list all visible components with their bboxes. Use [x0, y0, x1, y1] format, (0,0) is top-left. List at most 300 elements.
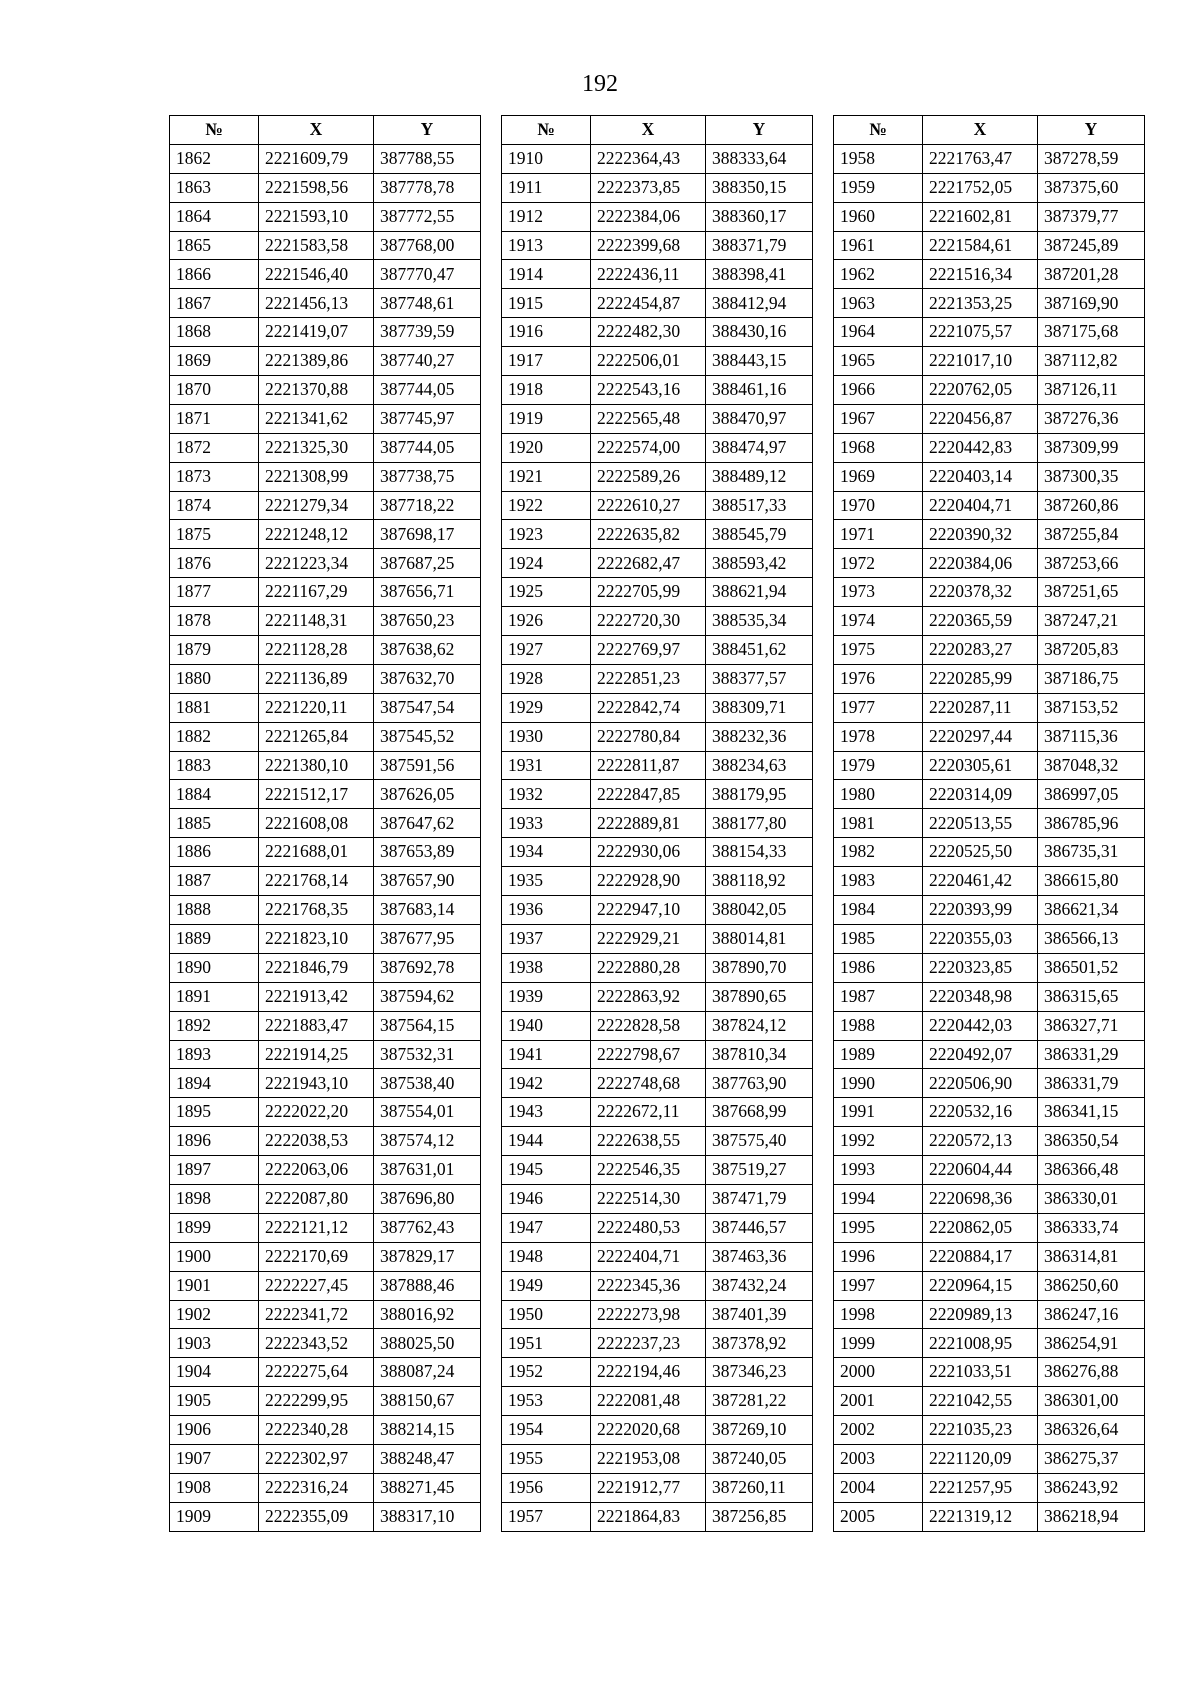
- cell-y: 387762,43: [374, 1213, 481, 1242]
- cell-y: 386254,91: [1038, 1329, 1145, 1358]
- cell-x: 2221752,05: [923, 173, 1038, 202]
- header-row: [170, 116, 481, 145]
- cell-x: 2222720,30: [591, 607, 706, 636]
- cell-y: 387276,36: [1038, 404, 1145, 433]
- cell-y: 387205,83: [1038, 636, 1145, 665]
- table-row: [502, 1358, 813, 1387]
- header-x: X: [591, 116, 706, 145]
- cell-y: 388333,64: [706, 144, 813, 173]
- cell-y: 387375,60: [1038, 173, 1145, 202]
- table-row: [834, 1271, 1145, 1300]
- cell-y: 387698,17: [374, 520, 481, 549]
- cell-number: 1972: [834, 549, 923, 578]
- cell-x: 2222851,23: [591, 664, 706, 693]
- table-row: [834, 924, 1145, 953]
- cell-x: 2222480,53: [591, 1213, 706, 1242]
- table-row: [834, 202, 1145, 231]
- table-row: [502, 462, 813, 491]
- cell-number: 1971: [834, 520, 923, 549]
- cell-y: 386333,74: [1038, 1213, 1145, 1242]
- cell-x: 2221602,81: [923, 202, 1038, 231]
- cell-number: 1975: [834, 636, 923, 665]
- cell-y: 386501,52: [1038, 953, 1145, 982]
- cell-x: 2222299,95: [259, 1387, 374, 1416]
- cell-number: 1952: [502, 1358, 591, 1387]
- cell-number: 1905: [170, 1387, 259, 1416]
- cell-y: 387692,78: [374, 953, 481, 982]
- cell-number: 1984: [834, 896, 923, 925]
- cell-y: 388014,81: [706, 924, 813, 953]
- cell-y: 387401,39: [706, 1300, 813, 1329]
- cell-number: 1900: [170, 1242, 259, 1271]
- table-row: [834, 1213, 1145, 1242]
- cell-number: 1991: [834, 1098, 923, 1127]
- cell-x: 2220532,16: [923, 1098, 1038, 1127]
- cell-y: 387829,17: [374, 1242, 481, 1271]
- cell-number: 1862: [170, 144, 259, 173]
- cell-number: 1970: [834, 491, 923, 520]
- cell-y: 387890,70: [706, 953, 813, 982]
- table-row: [834, 867, 1145, 896]
- cell-y: 387346,23: [706, 1358, 813, 1387]
- cell-y: 387738,75: [374, 462, 481, 491]
- cell-x: 2221768,35: [259, 896, 374, 925]
- cell-number: 1867: [170, 289, 259, 318]
- cell-x: 2220285,99: [923, 664, 1038, 693]
- cell-x: 2221512,17: [259, 780, 374, 809]
- cell-x: 2222672,11: [591, 1098, 706, 1127]
- table-row: [502, 664, 813, 693]
- table-row: [170, 636, 481, 665]
- table-row: [170, 376, 481, 405]
- cell-x: 2221341,62: [259, 404, 374, 433]
- cell-number: 1983: [834, 867, 923, 896]
- table-row: [834, 1300, 1145, 1329]
- cell-number: 1996: [834, 1242, 923, 1271]
- cell-y: 388309,71: [706, 693, 813, 722]
- cell-number: 1891: [170, 982, 259, 1011]
- coordinate-table: [169, 115, 481, 1532]
- cell-y: 387657,90: [374, 867, 481, 896]
- cell-x: 2221763,47: [923, 144, 1038, 173]
- cell-x: 2222847,85: [591, 780, 706, 809]
- cell-y: 388461,16: [706, 376, 813, 405]
- cell-number: 1907: [170, 1444, 259, 1473]
- cell-number: 1911: [502, 173, 591, 202]
- cell-x: 2222404,71: [591, 1242, 706, 1271]
- cell-number: 1933: [502, 809, 591, 838]
- cell-y: 387256,85: [706, 1502, 813, 1531]
- cell-x: 2222705,99: [591, 578, 706, 607]
- table-row: [834, 1011, 1145, 1040]
- table-row: [502, 202, 813, 231]
- table-row: [834, 751, 1145, 780]
- cell-number: 1960: [834, 202, 923, 231]
- cell-y: 387255,84: [1038, 520, 1145, 549]
- cell-y: 387300,35: [1038, 462, 1145, 491]
- cell-x: 2222273,98: [591, 1300, 706, 1329]
- cell-y: 388489,12: [706, 462, 813, 491]
- cell-x: 2222880,28: [591, 953, 706, 982]
- cell-number: 1932: [502, 780, 591, 809]
- cell-number: 1937: [502, 924, 591, 953]
- cell-y: 387247,21: [1038, 607, 1145, 636]
- cell-number: 1967: [834, 404, 923, 433]
- table-row: [170, 1242, 481, 1271]
- table-row: [834, 1040, 1145, 1069]
- cell-y: 386276,88: [1038, 1358, 1145, 1387]
- cell-x: 2220305,61: [923, 751, 1038, 780]
- cell-number: 1929: [502, 693, 591, 722]
- cell-x: 2220393,99: [923, 896, 1038, 925]
- table-row: [502, 404, 813, 433]
- cell-x: 2221593,10: [259, 202, 374, 231]
- cell-y: 388232,36: [706, 722, 813, 751]
- cell-x: 2221768,14: [259, 867, 374, 896]
- cell-y: 387378,92: [706, 1329, 813, 1358]
- table-row: [170, 289, 481, 318]
- cell-x: 2220456,87: [923, 404, 1038, 433]
- cell-x: 2222635,82: [591, 520, 706, 549]
- cell-number: 1930: [502, 722, 591, 751]
- cell-number: 1890: [170, 953, 259, 982]
- table-row: [170, 520, 481, 549]
- cell-x: 2222341,72: [259, 1300, 374, 1329]
- table-row: [170, 144, 481, 173]
- cell-number: 1892: [170, 1011, 259, 1040]
- table-row: [834, 318, 1145, 347]
- table-row: [834, 1127, 1145, 1156]
- cell-y: 387632,70: [374, 664, 481, 693]
- table-row: [170, 693, 481, 722]
- cell-y: 386331,29: [1038, 1040, 1145, 1069]
- coordinate-table: [833, 115, 1145, 1532]
- cell-number: 1910: [502, 144, 591, 173]
- cell-x: 2221456,13: [259, 289, 374, 318]
- table-row: [834, 1444, 1145, 1473]
- cell-x: 2222373,85: [591, 173, 706, 202]
- cell-x: 2220348,98: [923, 982, 1038, 1011]
- cell-y: 387718,22: [374, 491, 481, 520]
- cell-y: 387683,14: [374, 896, 481, 925]
- cell-x: 2220323,85: [923, 953, 1038, 982]
- cell-x: 2220513,55: [923, 809, 1038, 838]
- cell-y: 387186,75: [1038, 664, 1145, 693]
- table-row: [502, 289, 813, 318]
- table-row: [502, 1127, 813, 1156]
- cell-y: 388317,10: [374, 1502, 481, 1531]
- table-row: [502, 347, 813, 376]
- table-row: [170, 751, 481, 780]
- cell-y: 388150,67: [374, 1387, 481, 1416]
- cell-number: 1950: [502, 1300, 591, 1329]
- table-row: [834, 1358, 1145, 1387]
- table-row: [502, 1444, 813, 1473]
- cell-number: 1961: [834, 231, 923, 260]
- cell-x: 2222574,00: [591, 433, 706, 462]
- cell-y: 388430,16: [706, 318, 813, 347]
- table-row: [170, 202, 481, 231]
- cell-y: 386243,92: [1038, 1473, 1145, 1502]
- table-row: [502, 924, 813, 953]
- cell-number: 1893: [170, 1040, 259, 1069]
- table-row: [502, 318, 813, 347]
- cell-x: 2222638,55: [591, 1127, 706, 1156]
- cell-number: 1885: [170, 809, 259, 838]
- cell-x: 2220604,44: [923, 1156, 1038, 1185]
- cell-y: 387668,99: [706, 1098, 813, 1127]
- table-row: [170, 173, 481, 202]
- table-row: [502, 1011, 813, 1040]
- cell-x: 2220297,44: [923, 722, 1038, 751]
- cell-y: 386326,64: [1038, 1416, 1145, 1445]
- cell-y: 386275,37: [1038, 1444, 1145, 1473]
- table-row: [170, 1127, 481, 1156]
- cell-x: 2221257,95: [923, 1473, 1038, 1502]
- cell-y: 388350,15: [706, 173, 813, 202]
- cell-x: 2222022,20: [259, 1098, 374, 1127]
- cell-y: 388377,57: [706, 664, 813, 693]
- cell-y: 386997,05: [1038, 780, 1145, 809]
- cell-x: 2221128,28: [259, 636, 374, 665]
- table-row: [834, 664, 1145, 693]
- cell-number: 1897: [170, 1156, 259, 1185]
- cell-x: 2221598,56: [259, 173, 374, 202]
- table-row: [170, 260, 481, 289]
- cell-y: 386621,34: [1038, 896, 1145, 925]
- table-row: [502, 1184, 813, 1213]
- cell-x: 2222020,68: [591, 1416, 706, 1445]
- cell-number: 1963: [834, 289, 923, 318]
- cell-x: 2222780,84: [591, 722, 706, 751]
- cell-number: 1927: [502, 636, 591, 665]
- cell-number: 1941: [502, 1040, 591, 1069]
- cell-y: 387281,22: [706, 1387, 813, 1416]
- table-row: [170, 1213, 481, 1242]
- cell-x: 2221609,79: [259, 144, 374, 173]
- cell-y: 388025,50: [374, 1329, 481, 1358]
- cell-y: 387763,90: [706, 1069, 813, 1098]
- table-row: [170, 1387, 481, 1416]
- cell-number: 1870: [170, 376, 259, 405]
- cell-y: 387696,80: [374, 1184, 481, 1213]
- cell-x: 2221319,12: [923, 1502, 1038, 1531]
- cell-number: 1969: [834, 462, 923, 491]
- cell-y: 387574,12: [374, 1127, 481, 1156]
- cell-y: 387175,68: [1038, 318, 1145, 347]
- cell-number: 1986: [834, 953, 923, 982]
- cell-number: 1887: [170, 867, 259, 896]
- cell-y: 387240,05: [706, 1444, 813, 1473]
- table-row: [834, 1242, 1145, 1271]
- cell-y: 387048,32: [1038, 751, 1145, 780]
- cell-x: 2221120,09: [923, 1444, 1038, 1473]
- cell-number: 1974: [834, 607, 923, 636]
- cell-y: 387519,27: [706, 1156, 813, 1185]
- table-row: [502, 260, 813, 289]
- cell-y: 386341,15: [1038, 1098, 1145, 1127]
- cell-x: 2220378,32: [923, 578, 1038, 607]
- cell-number: 1962: [834, 260, 923, 289]
- table-row: [502, 231, 813, 260]
- table-row: [834, 953, 1145, 982]
- cell-y: 387201,28: [1038, 260, 1145, 289]
- cell-x: 2222482,30: [591, 318, 706, 347]
- cell-y: 388154,33: [706, 838, 813, 867]
- cell-y: 387545,52: [374, 722, 481, 751]
- cell-x: 2222610,27: [591, 491, 706, 520]
- table-row: [170, 491, 481, 520]
- cell-y: 387432,24: [706, 1271, 813, 1300]
- cell-number: 1977: [834, 693, 923, 722]
- table-row: [834, 1069, 1145, 1098]
- cell-x: 2222399,68: [591, 231, 706, 260]
- table-row: [170, 896, 481, 925]
- table-row: [170, 982, 481, 1011]
- cell-x: 2220461,42: [923, 867, 1038, 896]
- table-row: [170, 780, 481, 809]
- table-row: [170, 1444, 481, 1473]
- table-row: [502, 1473, 813, 1502]
- cell-y: 387278,59: [1038, 144, 1145, 173]
- table-row: [170, 1358, 481, 1387]
- table-row: [834, 693, 1145, 722]
- cell-x: 2222436,11: [591, 260, 706, 289]
- header-number: №: [834, 116, 923, 145]
- cell-number: 1980: [834, 780, 923, 809]
- cell-x: 2221370,88: [259, 376, 374, 405]
- table-row: [170, 1011, 481, 1040]
- header-row: [834, 116, 1145, 145]
- cell-x: 2221265,84: [259, 722, 374, 751]
- cell-number: 1943: [502, 1098, 591, 1127]
- cell-number: 1999: [834, 1329, 923, 1358]
- cell-y: 386615,80: [1038, 867, 1145, 896]
- table-row: [502, 1156, 813, 1185]
- cell-number: 1955: [502, 1444, 591, 1473]
- cell-y: 388087,24: [374, 1358, 481, 1387]
- header-y: Y: [706, 116, 813, 145]
- cell-y: 387653,89: [374, 838, 481, 867]
- cell-x: 2221033,51: [923, 1358, 1038, 1387]
- table-row: [834, 289, 1145, 318]
- cell-number: 1922: [502, 491, 591, 520]
- cell-number: 1875: [170, 520, 259, 549]
- cell-y: 387463,36: [706, 1242, 813, 1271]
- table-row: [170, 1271, 481, 1300]
- cell-x: 2222384,06: [591, 202, 706, 231]
- cell-number: 1985: [834, 924, 923, 953]
- cell-y: 387687,25: [374, 549, 481, 578]
- cell-y: 387656,71: [374, 578, 481, 607]
- cell-number: 1956: [502, 1473, 591, 1502]
- table-row: [170, 1098, 481, 1127]
- table-row: [502, 780, 813, 809]
- table-row: [170, 1040, 481, 1069]
- cell-number: 1998: [834, 1300, 923, 1329]
- cell-number: 1913: [502, 231, 591, 260]
- cell-number: 1869: [170, 347, 259, 376]
- cell-number: 1896: [170, 1127, 259, 1156]
- cell-number: 1909: [170, 1502, 259, 1531]
- table-row: [834, 144, 1145, 173]
- cell-number: 1987: [834, 982, 923, 1011]
- cell-x: 2221167,29: [259, 578, 374, 607]
- table-row: [502, 809, 813, 838]
- cell-number: 1874: [170, 491, 259, 520]
- table-row: [502, 838, 813, 867]
- cell-y: 388248,47: [374, 1444, 481, 1473]
- cell-y: 388016,92: [374, 1300, 481, 1329]
- cell-number: 1954: [502, 1416, 591, 1445]
- cell-number: 1939: [502, 982, 591, 1011]
- cell-number: 1878: [170, 607, 259, 636]
- cell-number: 1965: [834, 347, 923, 376]
- table-row: [834, 1502, 1145, 1531]
- cell-y: 387471,79: [706, 1184, 813, 1213]
- cell-number: 1948: [502, 1242, 591, 1271]
- cell-y: 387575,40: [706, 1127, 813, 1156]
- cell-number: 1989: [834, 1040, 923, 1069]
- cell-number: 2004: [834, 1473, 923, 1502]
- cell-x: 2220572,13: [923, 1127, 1038, 1156]
- cell-x: 2221516,34: [923, 260, 1038, 289]
- table-row: [834, 1184, 1145, 1213]
- table-row: [502, 144, 813, 173]
- cell-y: 387772,55: [374, 202, 481, 231]
- cell-number: 1946: [502, 1184, 591, 1213]
- header-number: №: [502, 116, 591, 145]
- table-row: [834, 578, 1145, 607]
- table-row: [502, 751, 813, 780]
- cell-number: 1914: [502, 260, 591, 289]
- header-y: Y: [1038, 116, 1145, 145]
- cell-x: 2222930,06: [591, 838, 706, 867]
- table-row: [170, 231, 481, 260]
- cell-number: 1934: [502, 838, 591, 867]
- cell-x: 2221583,58: [259, 231, 374, 260]
- cell-x: 2222355,09: [259, 1502, 374, 1531]
- table-row: [502, 636, 813, 665]
- cell-x: 2222929,21: [591, 924, 706, 953]
- cell-x: 2221546,40: [259, 260, 374, 289]
- cell-x: 2222170,69: [259, 1242, 374, 1271]
- cell-number: 1957: [502, 1502, 591, 1531]
- cell-x: 2222121,12: [259, 1213, 374, 1242]
- cell-y: 388470,97: [706, 404, 813, 433]
- cell-y: 388621,94: [706, 578, 813, 607]
- cell-y: 387547,54: [374, 693, 481, 722]
- cell-y: 387538,40: [374, 1069, 481, 1098]
- cell-x: 2222506,01: [591, 347, 706, 376]
- cell-x: 2222038,53: [259, 1127, 374, 1156]
- cell-y: 387379,77: [1038, 202, 1145, 231]
- cell-x: 2221584,61: [923, 231, 1038, 260]
- table-row: [834, 491, 1145, 520]
- table-row: [502, 1213, 813, 1242]
- table-row: [170, 1300, 481, 1329]
- cell-number: 2003: [834, 1444, 923, 1473]
- cell-number: 1873: [170, 462, 259, 491]
- cell-x: 2221846,79: [259, 953, 374, 982]
- cell-x: 2222364,43: [591, 144, 706, 173]
- cell-x: 2221279,34: [259, 491, 374, 520]
- table-row: [502, 896, 813, 925]
- table-row: [170, 607, 481, 636]
- cell-y: 387251,65: [1038, 578, 1145, 607]
- cell-x: 2221943,10: [259, 1069, 374, 1098]
- table-row: [834, 549, 1145, 578]
